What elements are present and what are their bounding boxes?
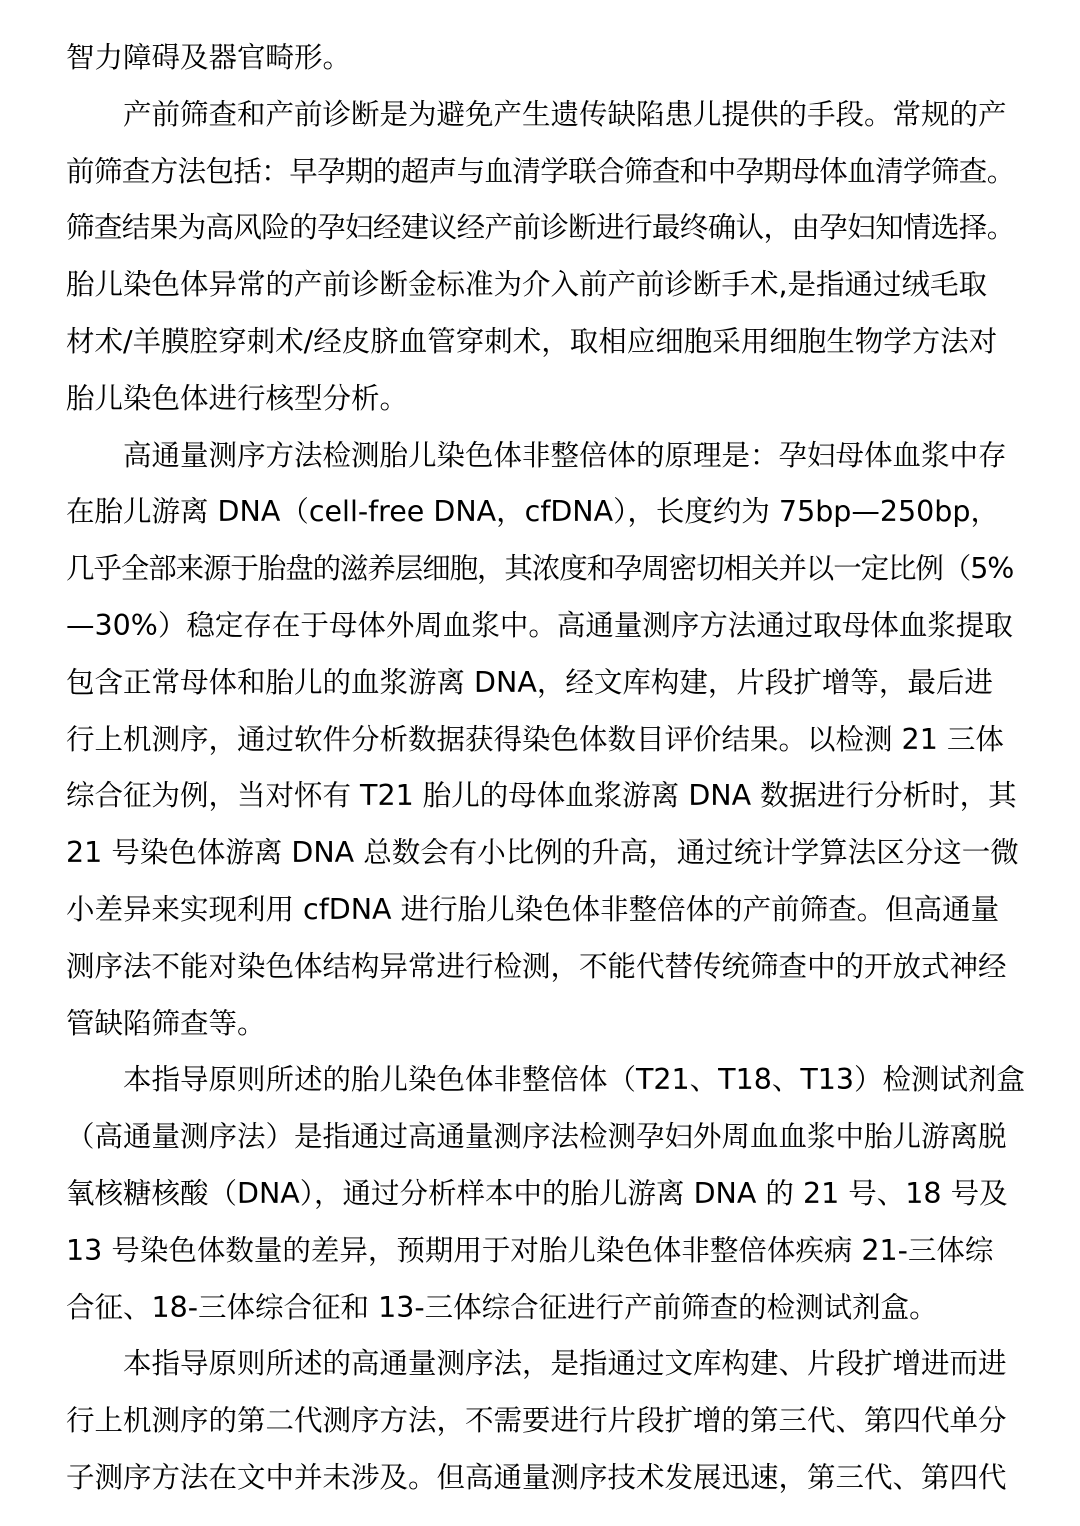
text-line: 21 号染色体游离 DNA 总数会有小比例的升高，通过统计学算法区分这一微	[66, 836, 1019, 870]
text-line: 筛查结果为高风险的孕妇经建议经产前诊断进行最终确认，由孕妇知情选择。	[66, 211, 1015, 245]
text-line: 在胎儿游离 DNA（cell-free DNA，cfDNA），长度约为 75bp—250bp，	[66, 495, 999, 529]
text-line: 子测序方法在文中并未涉及。但高通量测序技术发展迅速，第三代、第四代	[66, 1460, 1007, 1494]
text-line: 管缺陷筛查等。	[66, 1006, 266, 1040]
text-line: 前筛查方法包括：早孕期的超声与血清学联合筛查和中孕期母体血清学筛查。	[66, 154, 1015, 188]
text-line: 包含正常母体和胎儿的血浆游离 DNA，经文库构建，片段扩增等，最后进	[66, 665, 993, 699]
text-line: 产前筛查和产前诊断是为避免产生遗传缺陷患儿提供的手段。常规的产	[123, 97, 1007, 131]
text-line: 高通量测序方法检测胎儿染色体非整倍体的原理是：孕妇母体血浆中存	[123, 438, 1007, 472]
text-line: 智力障碍及器官畸形。	[66, 41, 352, 74]
text-line: 测序法不能对染色体结构异常进行检测，不能代替传统筛查中的开放式神经	[66, 949, 1007, 983]
paragraph-2	[66, 87, 1018, 428]
paragraph-5	[66, 1336, 1018, 1506]
text-line: 胎儿染色体进行核型分析。	[66, 381, 409, 415]
text-line: —30%）稳定存在于母体外周血浆中。高通量测序方法通过取母体血浆提取	[66, 608, 1013, 642]
text-line: 行上机测序的第二代测序方法，不需要进行片段扩增的第三代、第四代单分	[66, 1404, 1007, 1438]
paragraph-1	[66, 30, 1018, 87]
text-line: 胎儿染色体异常的产前诊断金标准为介入前产前诊断手术,是指通过绒毛取	[66, 268, 988, 302]
text-line: 综合征为例，当对怀有 T21 胎儿的母体血浆游离 DNA 数据进行分析时，其	[66, 779, 1017, 813]
paragraph-3	[66, 428, 1018, 1053]
text-line: 材术/羊膜腔穿刺术/经皮脐血管穿刺术，取相应细胞采用细胞生物学方法对	[66, 324, 998, 358]
text-line: （高通量测序法）是指通过高通量测序法检测孕妇外周血血浆中胎儿游离脱	[66, 1120, 1007, 1154]
text-line: 小差异来实现利用 cfDNA 进行胎儿染色体非整倍体的产前筛查。但高通量	[66, 892, 1000, 926]
text-line: 行上机测序，通过软件分析数据获得染色体数目评价结果。以检测 21 三体	[66, 722, 1004, 756]
text-line: 合征、18-三体综合征和 13-三体综合征进行产前筛查的检测试剂盒。	[66, 1290, 938, 1324]
text-line: 13 号染色体数量的差异，预期用于对胎儿染色体非整倍体疾病 21-三体综	[66, 1233, 994, 1267]
text-line: 本指导原则所述的高通量测序法，是指通过文库构建、片段扩增进而进	[123, 1347, 1007, 1381]
text-line: 氧核糖核酸（DNA），通过分析样本中的胎儿游离 DNA 的 21 号、18 号及	[66, 1176, 1008, 1210]
text-line: 几乎全部来源于胎盘的滋养层细胞，其浓度和孕周密切相关并以一定比例（5%	[66, 552, 1014, 586]
text-line: 本指导原则所述的胎儿染色体非整倍体（T21、T18、T13）检测试剂盒	[123, 1063, 1026, 1097]
paragraph-4	[66, 1052, 1026, 1336]
